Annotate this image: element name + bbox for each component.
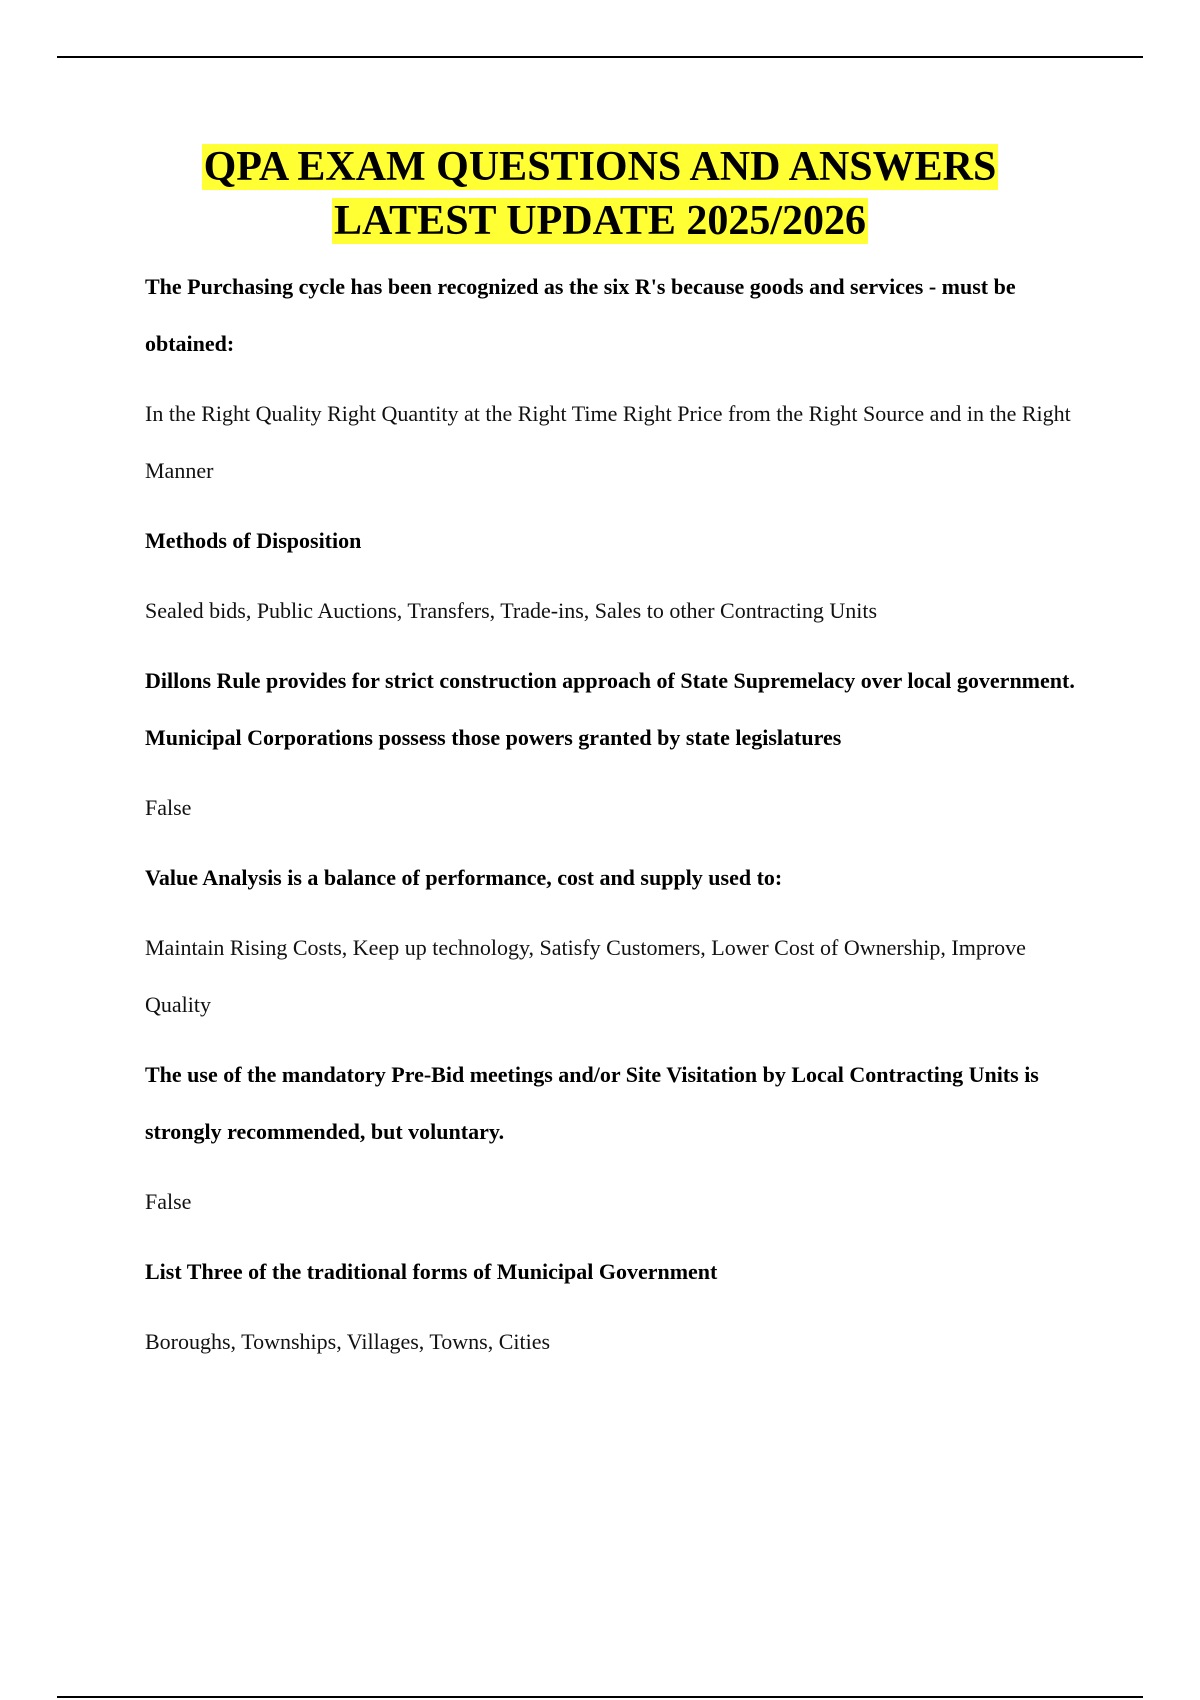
question-text: Value Analysis is a balance of performance, cost and supply used to: [145,865,783,890]
answer-text: In the Right Quality Right Quantity at the Right Time Right Price from the Right Source and in the Right Manner [145,401,1071,483]
document-title [0,140,1200,248]
qa-list [145,258,1085,1383]
answer-text: False [145,795,192,820]
title-line-1: QPA EXAM QUESTIONS AND ANSWERS [203,144,997,190]
top-rule [57,56,1143,58]
answer-text: Sealed bids, Public Auctions, Transfers, Trade-ins, Sales to other Contracting Units [145,598,878,623]
question-text: Dillons Rule provides for strict construction approach of State Supremelacy over local government. Municipal Corporations possess those powers granted by state legislatures [145,668,1075,750]
answer-text: Boroughs, Townships, Villages, Towns, Cities [145,1329,551,1354]
question-text: List Three of the traditional forms of Municipal Government [145,1259,718,1284]
qa-item [145,258,1085,499]
qa-item [145,512,1085,639]
answer-text: Maintain Rising Costs, Keep up technology, Satisfy Customers, Lower Cost of Ownership, Improve Quality [145,935,1026,1017]
qa-item [145,652,1085,836]
question-text: Methods of Disposition [145,528,362,553]
qa-item [145,1243,1085,1370]
title-line-2: LATEST UPDATE 2025/2026 [333,198,867,244]
answer-text: False [145,1189,192,1214]
qa-item [145,1046,1085,1230]
qa-item [145,849,1085,1033]
question-text: The use of the mandatory Pre-Bid meetings and/or Site Visitation by Local Contracting Units is strongly recommended, but voluntary. [145,1062,1039,1144]
question-text: The Purchasing cycle has been recognized as the six R's because goods and services - must be obtained: [145,274,1016,356]
bottom-rule [57,1696,1143,1698]
